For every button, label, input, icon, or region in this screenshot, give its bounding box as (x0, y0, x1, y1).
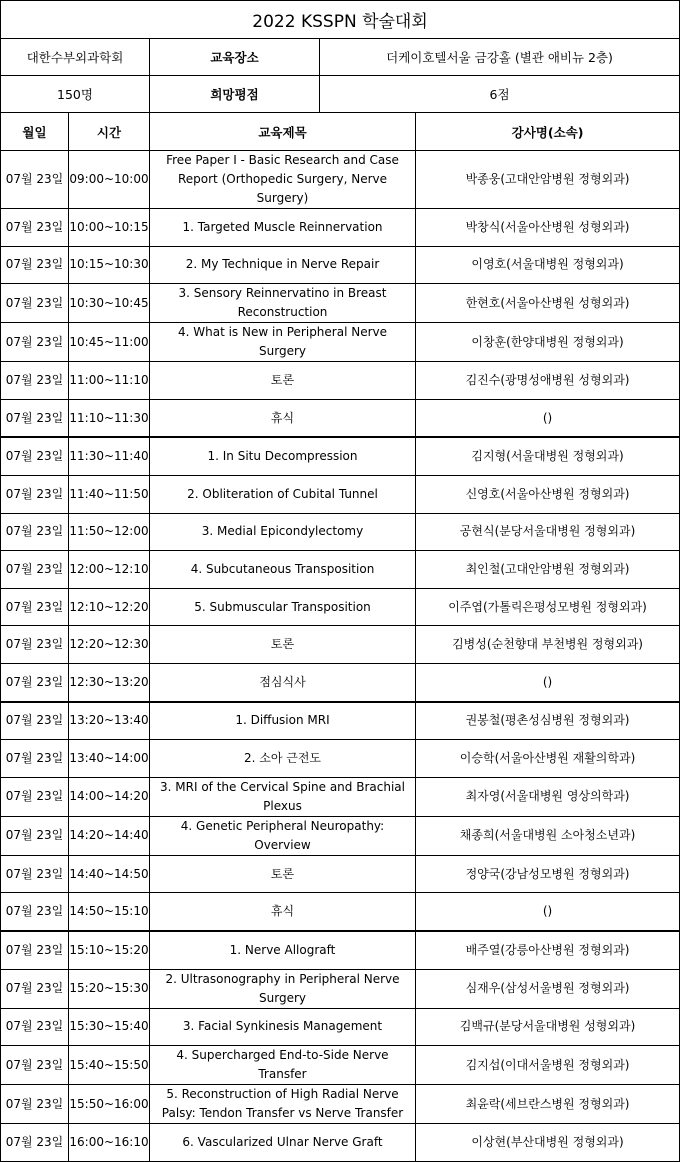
cell-date: 07월 23일 (1, 399, 69, 437)
table-row (1, 777, 680, 816)
cell-speaker: 이주엽(가톨릭은평성모병원 정형외과) (416, 588, 680, 626)
cell-topic: 3. Facial Synkinesis Management (150, 1008, 416, 1046)
cell-date: 07월 23일 (1, 626, 69, 664)
cell-topic: 3. MRI of the Cervical Spine and Brachial Plexus (150, 777, 416, 816)
table-row (1, 362, 680, 400)
table-row (1, 323, 680, 362)
cell-speaker: 채종희(서울대병원 소아청소년과) (416, 816, 680, 855)
cell-topic: 2. Obliteration of Cubital Tunnel (150, 475, 416, 513)
table-row (1, 816, 680, 855)
cell-topic: 5. Reconstruction of High Radial Nerve Palsy: Tendon Transfer vs Nerve Transfer (150, 1085, 416, 1124)
cell-speaker: 한현호(서울아산병원 성형외과) (416, 284, 680, 323)
info-row-venue (1, 39, 680, 76)
cell-time: 11:50~12:00 (69, 513, 150, 551)
cell-topic: 1. Targeted Muscle Reinnervation (150, 209, 416, 247)
table-row (1, 740, 680, 778)
cell-time: 11:40~11:50 (69, 475, 150, 513)
cell-date: 07월 23일 (1, 551, 69, 589)
cell-speaker: 김병성(순천향대 부천병원 정형외과) (416, 626, 680, 664)
cell-time: 13:20~13:40 (69, 702, 150, 740)
cell-date: 07월 23일 (1, 1085, 69, 1124)
cell-date: 07월 23일 (1, 588, 69, 626)
cell-topic: 휴식 (150, 893, 416, 931)
table-row (1, 475, 680, 513)
cell-date: 07월 23일 (1, 740, 69, 778)
table-row (1, 931, 680, 969)
cell-topic: 1. Diffusion MRI (150, 702, 416, 740)
cell-date: 07월 23일 (1, 855, 69, 893)
cell-date: 07월 23일 (1, 1124, 69, 1162)
cell-date: 07월 23일 (1, 323, 69, 362)
cell-date: 07월 23일 (1, 475, 69, 513)
cell-topic: 4. What is New in Peripheral Nerve Surgery (150, 323, 416, 362)
cell-topic: 3. Medial Epicondylectomy (150, 513, 416, 551)
cell-speaker: 김진수(광명성애병원 성형외과) (416, 362, 680, 400)
cell-speaker: () (416, 399, 680, 437)
cell-time: 14:50~15:10 (69, 893, 150, 931)
cell-time: 12:20~12:30 (69, 626, 150, 664)
table-row (1, 893, 680, 931)
cell-time: 15:20~15:30 (69, 969, 150, 1008)
cell-time: 12:00~12:10 (69, 551, 150, 589)
cell-speaker: () (416, 663, 680, 701)
table-row (1, 246, 680, 284)
cell-topic: 점심식사 (150, 663, 416, 701)
cell-topic: 토론 (150, 626, 416, 664)
cell-time: 15:50~16:00 (69, 1085, 150, 1124)
cell-date: 07월 23일 (1, 513, 69, 551)
table-row (1, 588, 680, 626)
cell-time: 12:10~12:20 (69, 588, 150, 626)
cell-speaker: 심재우(삼성서울병원 정형외과) (416, 969, 680, 1008)
table-row (1, 1046, 680, 1085)
table-row (1, 626, 680, 664)
table-row (1, 969, 680, 1008)
cell-speaker: 이영호(서울대병원 정형외과) (416, 246, 680, 284)
cell-date: 07월 23일 (1, 969, 69, 1008)
header-date: 월일 (1, 113, 69, 151)
header-row (1, 113, 680, 151)
cell-date: 07월 23일 (1, 362, 69, 400)
cell-topic: 5. Submuscular Transposition (150, 588, 416, 626)
table-row (1, 702, 680, 740)
cell-topic: 토론 (150, 855, 416, 893)
venue-label: 교육장소 (150, 39, 320, 76)
cell-speaker: 이승학(서울아산병원 재활의학과) (416, 740, 680, 778)
cell-topic: Free Paper I - Basic Research and Case Report (Orthopedic Surgery, Nerve Surgery) (150, 151, 416, 209)
cell-topic: 4. Genetic Peripheral Neuropathy: Overview (150, 816, 416, 855)
header-topic: 교육제목 (150, 113, 416, 151)
cell-topic: 3. Sensory Reinnervatino in Breast Reconstruction (150, 284, 416, 323)
cell-date: 07월 23일 (1, 209, 69, 247)
cell-time: 14:00~14:20 (69, 777, 150, 816)
cell-time: 11:30~11:40 (69, 437, 150, 475)
header-speaker: 강사명(소속) (416, 113, 680, 151)
cell-date: 07월 23일 (1, 1008, 69, 1046)
table-row (1, 284, 680, 323)
cell-topic: 1. Nerve Allograft (150, 931, 416, 969)
cell-speaker: 최자영(서울대병원 영상의학과) (416, 777, 680, 816)
cell-speaker: 배주열(강릉아산병원 정형외과) (416, 931, 680, 969)
cell-time: 11:10~11:30 (69, 399, 150, 437)
table-row (1, 513, 680, 551)
cell-topic: 4. Subcutaneous Transposition (150, 551, 416, 589)
header-time: 시간 (69, 113, 150, 151)
cell-topic: 2. 소아 근전도 (150, 740, 416, 778)
cell-time: 15:40~15:50 (69, 1046, 150, 1085)
cell-time: 10:15~10:30 (69, 246, 150, 284)
schedule-body (1, 1, 680, 1162)
score-value: 6점 (320, 76, 680, 113)
cell-topic: 토론 (150, 362, 416, 400)
title-row (1, 1, 680, 39)
cell-speaker: 김지형(서울대병원 정형외과) (416, 437, 680, 475)
cell-speaker: 김지섭(이대서울병원 정형외과) (416, 1046, 680, 1085)
score-label: 희망평점 (150, 76, 320, 113)
cell-date: 07월 23일 (1, 246, 69, 284)
cell-time: 10:45~11:00 (69, 323, 150, 362)
cell-date: 07월 23일 (1, 893, 69, 931)
cell-time: 15:10~15:20 (69, 931, 150, 969)
cell-time: 13:40~14:00 (69, 740, 150, 778)
cell-speaker: 이창훈(한양대병원 정형외과) (416, 323, 680, 362)
cell-date: 07월 23일 (1, 816, 69, 855)
table-row (1, 437, 680, 475)
cell-speaker: 공현식(분당서울대병원 정형외과) (416, 513, 680, 551)
cell-time: 09:00~10:00 (69, 151, 150, 209)
cell-topic: 1. In Situ Decompression (150, 437, 416, 475)
cell-date: 07월 23일 (1, 931, 69, 969)
capacity-cell: 150명 (1, 76, 150, 113)
table-row (1, 1124, 680, 1162)
cell-topic: 2. Ultrasonography in Peripheral Nerve Surgery (150, 969, 416, 1008)
venue-value: 더케이호텔서울 금강홀 (별관 애비뉴 2층) (320, 39, 680, 76)
cell-date: 07월 23일 (1, 702, 69, 740)
cell-speaker: 신영호(서울아산병원 정형외과) (416, 475, 680, 513)
table-row (1, 1085, 680, 1124)
cell-time: 14:40~14:50 (69, 855, 150, 893)
cell-time: 10:00~10:15 (69, 209, 150, 247)
table-row (1, 151, 680, 209)
cell-speaker: 이상현(부산대병원 정형외과) (416, 1124, 680, 1162)
cell-speaker: 박창식(서울아산병원 성형외과) (416, 209, 680, 247)
cell-time: 14:20~14:40 (69, 816, 150, 855)
cell-time: 15:30~15:40 (69, 1008, 150, 1046)
cell-date: 07월 23일 (1, 777, 69, 816)
page-title: 2022 KSSPN 학술대회 (1, 1, 680, 39)
cell-date: 07월 23일 (1, 1046, 69, 1085)
table-row (1, 855, 680, 893)
cell-date: 07월 23일 (1, 284, 69, 323)
cell-date: 07월 23일 (1, 437, 69, 475)
cell-speaker: 정양국(강남성모병원 정형외과) (416, 855, 680, 893)
cell-time: 10:30~10:45 (69, 284, 150, 323)
organizer-cell: 대한수부외과학회 (1, 39, 150, 76)
info-row-score (1, 76, 680, 113)
cell-topic: 4. Supercharged End-to-Side Nerve Transfer (150, 1046, 416, 1085)
cell-speaker: () (416, 893, 680, 931)
cell-speaker: 권봉철(평촌성심병원 정형외과) (416, 702, 680, 740)
table-row (1, 1008, 680, 1046)
table-row (1, 551, 680, 589)
cell-topic: 휴식 (150, 399, 416, 437)
cell-date: 07월 23일 (1, 151, 69, 209)
cell-time: 12:30~13:20 (69, 663, 150, 701)
cell-speaker: 최인철(고대안암병원 정형외과) (416, 551, 680, 589)
cell-speaker: 박종웅(고대안암병원 정형외과) (416, 151, 680, 209)
cell-date: 07월 23일 (1, 663, 69, 701)
table-row (1, 663, 680, 701)
cell-speaker: 김백규(분당서울대병원 성형외과) (416, 1008, 680, 1046)
cell-time: 11:00~11:10 (69, 362, 150, 400)
table-row (1, 399, 680, 437)
table-row (1, 209, 680, 247)
cell-speaker: 최윤락(세브란스병원 정형외과) (416, 1085, 680, 1124)
cell-topic: 2. My Technique in Nerve Repair (150, 246, 416, 284)
cell-time: 16:00~16:10 (69, 1124, 150, 1162)
cell-topic: 6. Vascularized Ulnar Nerve Graft (150, 1124, 416, 1162)
